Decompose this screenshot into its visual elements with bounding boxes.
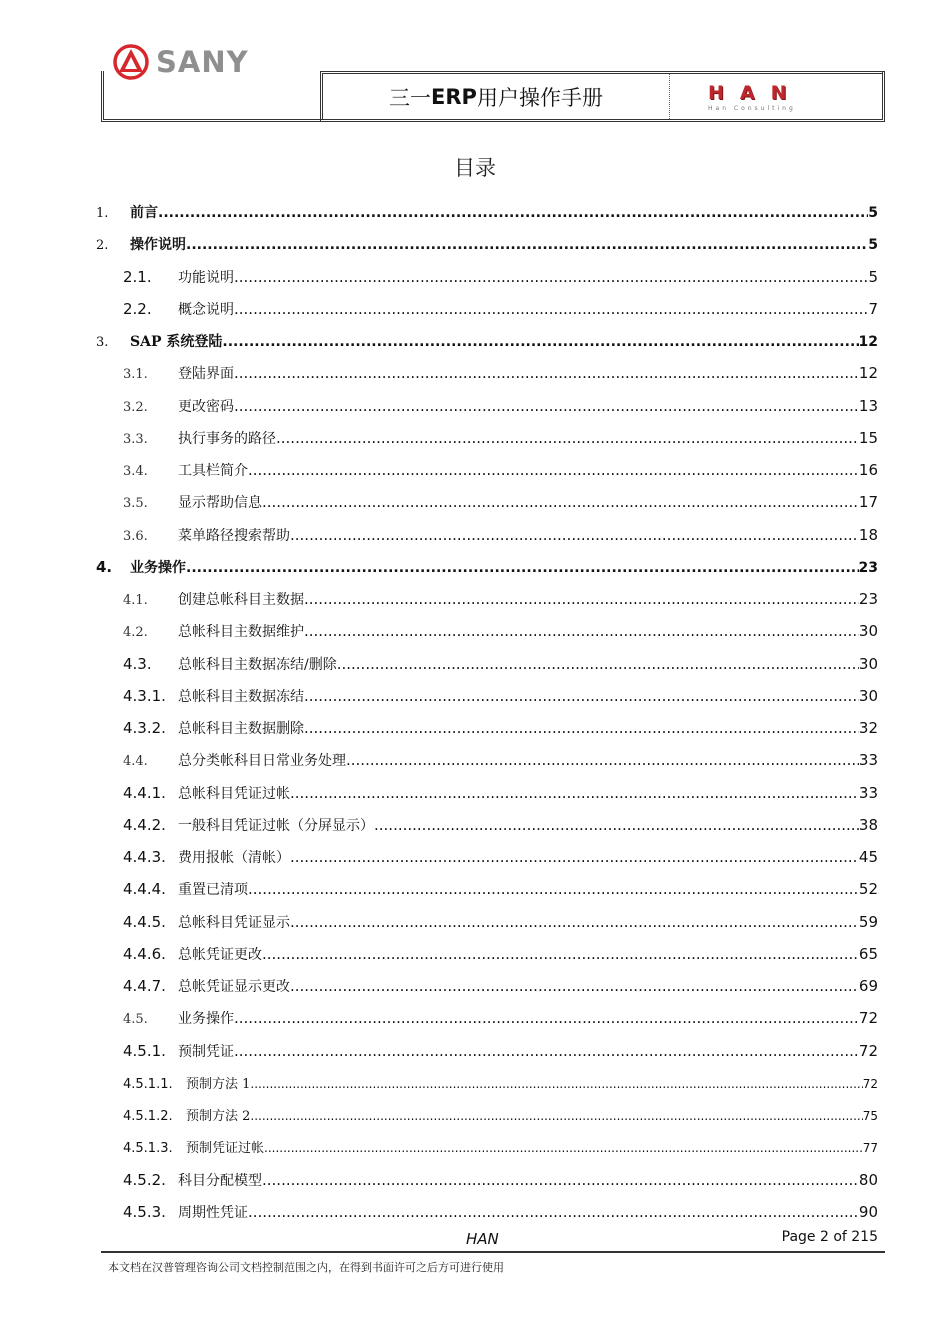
- title-prefix: 三一: [389, 85, 432, 110]
- toc-entry-number: 4.4.2.: [123, 815, 166, 834]
- toc-entry[interactable]: [123, 879, 878, 899]
- toc-entry-number: 2.1.: [123, 267, 152, 286]
- toc-entry-number: 4.5.3.: [123, 1202, 166, 1221]
- toc-entry-number: 4.4.3.: [123, 848, 166, 866]
- toc-entry-label: 总帐科目凭证过帐: [178, 785, 290, 802]
- toc-entry-number: 4.3.: [123, 654, 152, 673]
- toc-entry[interactable]: [123, 428, 878, 448]
- toc-dot-leader: [290, 526, 859, 544]
- toc-entry-label: 工具栏简介: [178, 463, 248, 479]
- toc-entry-page: 65: [858, 944, 878, 963]
- toc-entry-page: 5: [868, 205, 878, 221]
- toc-entry-page: 30: [858, 686, 878, 705]
- toc-entry[interactable]: [123, 1008, 878, 1028]
- toc-entry[interactable]: [123, 1202, 878, 1222]
- toc-entry-page: 30: [858, 654, 878, 673]
- toc-entry-number: 4.1.: [123, 593, 148, 608]
- toc-entry[interactable]: [123, 1170, 878, 1190]
- toc-dot-leader: [290, 913, 859, 931]
- toc-dot-leader: [264, 1141, 863, 1155]
- footer-page-number: Page 2 of 215: [781, 1229, 878, 1245]
- toc-entry-label: SAP 系统登陆: [130, 334, 223, 350]
- toc-entry-page: 13: [858, 396, 878, 415]
- toc-entry-label: 预制凭证: [178, 1043, 234, 1060]
- toc-dot-leader: [250, 1109, 862, 1123]
- toc-entry-label: 功能说明: [178, 269, 234, 286]
- toc-entry[interactable]: [96, 202, 878, 222]
- toc-entry[interactable]: [123, 815, 878, 835]
- footer-divider: [101, 1251, 885, 1253]
- toc-entry-label: 周期性凭证: [178, 1204, 248, 1221]
- toc-dot-leader: [234, 268, 868, 286]
- han-letter-h: H: [708, 81, 724, 104]
- toc-entry[interactable]: [123, 492, 878, 512]
- toc-entry-label: 科目分配模型: [178, 1172, 262, 1189]
- toc-entry-page: 90: [858, 1202, 878, 1221]
- toc-entry-number: 3.1.: [123, 367, 148, 383]
- toc-entry-page: 45: [858, 848, 878, 866]
- document-header: [320, 71, 885, 122]
- toc-entry-label: 创建总帐科目主数据: [178, 592, 304, 608]
- toc-entry-page: 23: [858, 590, 878, 608]
- toc-dot-leader: [337, 655, 859, 673]
- toc-dot-leader: [346, 751, 859, 769]
- toc-entry-number: 2.2.: [123, 299, 152, 318]
- toc-entry-number: 4.4.1.: [123, 783, 166, 802]
- han-letters: [708, 82, 787, 104]
- toc-entry[interactable]: [123, 1041, 878, 1061]
- toc-entry-number: 4.3.2.: [123, 719, 166, 737]
- toc-dot-leader: [262, 493, 859, 511]
- toc-title: 目录: [454, 156, 496, 180]
- toc-entry-page: 33: [858, 751, 878, 770]
- toc-entry-label: 总帐科目主数据维护: [178, 624, 304, 641]
- toc-entry-label: 总帐科目凭证显示: [178, 914, 290, 931]
- toc-entry[interactable]: [123, 299, 878, 319]
- toc-entry-label: 更改密码: [178, 398, 234, 415]
- toc-dot-leader: [158, 205, 868, 221]
- toc-entry[interactable]: [123, 686, 878, 706]
- toc-entry[interactable]: [123, 654, 878, 674]
- toc-entry[interactable]: [123, 396, 878, 416]
- toc-entry[interactable]: [123, 718, 878, 738]
- toc-entry-label: 总帐凭证更改: [178, 946, 262, 963]
- toc-entry-page: 16: [858, 461, 878, 479]
- toc-entry-page: 12: [858, 364, 878, 383]
- toc-entry-page: 12: [858, 334, 878, 350]
- toc-entry-number: 4.5.1.1.: [123, 1076, 173, 1092]
- toc-entry[interactable]: [123, 750, 878, 770]
- toc-dot-leader: [304, 687, 859, 705]
- toc-entry-number: 4.5.: [123, 1012, 148, 1028]
- toc-entry[interactable]: [123, 976, 878, 996]
- toc-entry[interactable]: [123, 783, 878, 803]
- title-suffix: 用户操作手册: [476, 85, 603, 110]
- toc-dot-leader: [262, 1171, 859, 1189]
- toc-entry-page: 7: [868, 299, 878, 318]
- toc-dot-leader: [234, 1042, 859, 1060]
- toc-dot-leader: [290, 848, 859, 866]
- toc-entry[interactable]: [123, 1073, 878, 1092]
- toc-entry-label: 重置已清项: [178, 882, 248, 899]
- toc-entry-number: 4.5.1.2.: [123, 1109, 173, 1124]
- toc-entry-number: 3.3.: [123, 431, 148, 447]
- toc-entry-label: 预制凭证过帐: [186, 1141, 265, 1157]
- toc-entry-number: 4.3.1.: [123, 686, 166, 705]
- toc-entry-page: 72: [858, 1009, 878, 1028]
- han-letter-a: A: [739, 81, 755, 104]
- toc-entry-page: 32: [858, 719, 878, 737]
- han-letter-n: N: [770, 81, 787, 104]
- toc-dot-leader: [304, 622, 859, 640]
- han-subtitle: Han Consulting: [708, 104, 796, 112]
- toc-entry-label: 登陆界面: [178, 366, 234, 383]
- toc-dot-leader: [304, 719, 859, 737]
- toc-entry-label: 总帐凭证显示更改: [178, 979, 290, 995]
- toc-entry-number: 4.4.6.: [123, 944, 166, 963]
- toc-entry-number: 4.4.: [123, 754, 148, 770]
- toc-entry-label: 显示帮助信息: [178, 495, 262, 512]
- document-title: [323, 74, 670, 119]
- toc-dot-leader: [222, 334, 858, 350]
- toc-entry-number: 4.5.1.: [123, 1041, 166, 1060]
- toc-dot-leader: [276, 429, 859, 447]
- toc-entry-page: 69: [858, 977, 878, 995]
- toc-entry-label: 总分类帐科目日常业务处理: [178, 753, 346, 770]
- toc-entry-page: 15: [858, 428, 878, 447]
- toc-entry-label: 业务操作: [130, 559, 186, 576]
- toc-entry-number: 4.: [96, 557, 113, 576]
- toc-entry-number: 3.4.: [123, 464, 148, 479]
- toc-dot-leader: [234, 397, 859, 415]
- toc-entry-number: 3.5.: [123, 496, 148, 512]
- toc-entry-page: 52: [858, 880, 878, 899]
- footer-company: HAN: [466, 1230, 499, 1248]
- toc-entry-number: 3.6.: [123, 528, 148, 544]
- toc-dot-leader: [374, 816, 859, 834]
- toc-entry-page: 5: [868, 237, 878, 254]
- toc-entry[interactable]: [123, 1105, 878, 1124]
- toc-dot-leader: [248, 1203, 859, 1221]
- toc-entry-number: 3.2.: [123, 399, 148, 415]
- toc-entry-number: 3.: [96, 335, 109, 350]
- toc-entry[interactable]: [123, 944, 878, 964]
- toc-entry-page: 33: [858, 783, 878, 802]
- toc-entry-number: 4.4.7.: [123, 977, 166, 995]
- toc-entry[interactable]: [96, 557, 878, 577]
- toc-entry-number: 4.2.: [123, 625, 148, 641]
- toc-entry-page: 72: [858, 1041, 878, 1060]
- toc-entry-page: 72: [862, 1076, 878, 1091]
- toc-entry-label: 费用报帐（清帐）: [178, 850, 290, 866]
- toc-dot-leader: [234, 300, 868, 318]
- toc-entry-page: 17: [858, 493, 878, 512]
- toc-entry-label: 操作说明: [130, 237, 186, 254]
- toc-entry-page: 18: [858, 525, 878, 544]
- toc-entry-label: 总帐科目主数据删除: [178, 721, 304, 737]
- toc-dot-leader: [248, 880, 859, 898]
- toc-entry-number: 4.4.4.: [123, 880, 166, 899]
- toc-entry[interactable]: [96, 234, 878, 254]
- toc-dot-leader: [290, 977, 859, 995]
- toc-entry-page: 77: [862, 1141, 878, 1156]
- toc-dot-leader: [250, 1077, 862, 1091]
- toc-entry-label: 执行事务的路径: [178, 430, 276, 447]
- toc-entry-page: 59: [858, 912, 878, 931]
- toc-dot-leader: [248, 461, 859, 479]
- sany-wordmark: SANY: [156, 45, 249, 79]
- toc-entry-number: 4.4.5.: [123, 912, 166, 931]
- toc-entry[interactable]: [123, 363, 878, 383]
- toc-entry-label: 业务操作: [178, 1011, 234, 1028]
- toc-entry[interactable]: [96, 331, 878, 351]
- toc-entry-page: 23: [858, 559, 878, 576]
- toc-entry-page: 5: [868, 267, 878, 286]
- toc-entry-label: 一般科目凭证过帐（分屏显示）: [178, 817, 374, 834]
- toc-dot-leader: [186, 237, 868, 253]
- han-logo: [670, 74, 882, 119]
- toc-entry-number: 4.5.2.: [123, 1170, 166, 1189]
- toc-dot-leader: [262, 945, 859, 963]
- toc-entry[interactable]: [123, 847, 878, 867]
- toc-entry[interactable]: [123, 912, 878, 932]
- toc-dot-leader: [234, 1009, 859, 1027]
- toc-entry[interactable]: [123, 621, 878, 641]
- toc-entry-page: 75: [862, 1109, 878, 1123]
- toc-dot-leader: [290, 784, 859, 802]
- toc-entry-label: 前言: [130, 205, 158, 221]
- toc-entry[interactable]: [123, 267, 878, 287]
- toc-entry-label: 菜单路径搜索帮助: [178, 527, 290, 544]
- toc-entry-number: 1.: [96, 206, 109, 221]
- toc-entry[interactable]: [123, 589, 878, 609]
- toc-dot-leader: [304, 590, 859, 608]
- toc-entry-number: 4.5.1.3.: [123, 1141, 173, 1157]
- toc-entry-label: 总帐科目主数据冻结/删除: [178, 656, 337, 673]
- toc-entry-label: 预制方法 2: [186, 1109, 251, 1124]
- title-erp: ERP: [431, 84, 477, 109]
- toc-entry[interactable]: [123, 1137, 878, 1156]
- toc-entry[interactable]: [123, 460, 878, 480]
- toc-entry-page: 30: [858, 622, 878, 641]
- toc-entry-page: 38: [858, 815, 878, 834]
- toc-entry-label: 预制方法 1: [186, 1076, 251, 1092]
- toc-entry-number: 2.: [96, 238, 109, 254]
- toc-entry-page: 80: [858, 1170, 878, 1189]
- toc-dot-leader: [186, 560, 859, 576]
- toc-dot-leader: [234, 364, 859, 382]
- toc-entry-label: 总帐科目主数据冻结: [178, 688, 304, 705]
- toc-entry-label: 概念说明: [178, 301, 234, 318]
- footer-confidentiality-note: 本文档在汉普管理咨询公司文档控制范围之内，在得到书面许可之后方可进行使用: [108, 1261, 504, 1274]
- toc-entry[interactable]: [123, 525, 878, 545]
